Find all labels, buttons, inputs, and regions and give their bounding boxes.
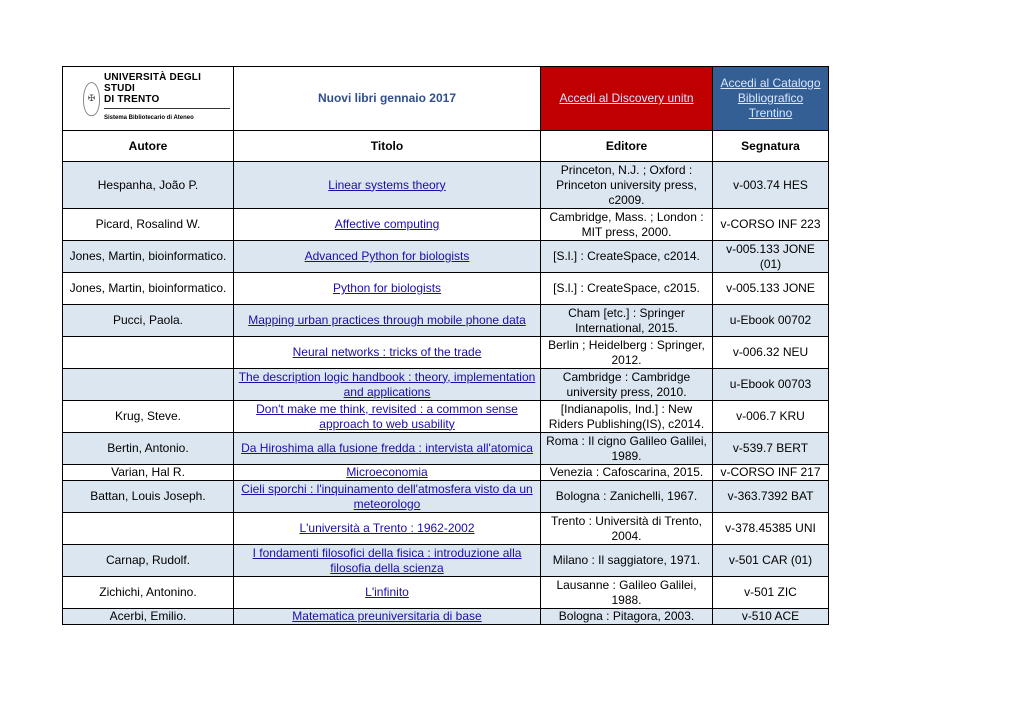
column-header-segnatura: Segnatura <box>713 131 829 162</box>
cell-titolo <box>234 545 541 577</box>
table-row <box>63 465 829 481</box>
book-title-link[interactable]: Neural networks : tricks of the trade <box>292 345 482 359</box>
cell-editore: Cham [etc.] : Springer International, 2015. <box>541 305 713 337</box>
cell-segnatura: v-501 ZIC <box>713 577 829 609</box>
cell-autore: Zichichi, Antonino. <box>63 577 234 609</box>
cell-segnatura: v-539.7 BERT <box>713 433 829 465</box>
cell-autore <box>63 369 234 401</box>
book-title-link[interactable]: Mapping urban practices through mobile phone data <box>248 313 526 327</box>
cell-segnatura: v-003.74 HES <box>713 162 829 209</box>
cell-editore: Bologna : Pitagora, 2003. <box>541 609 713 625</box>
book-title-link[interactable]: Affective computing <box>334 217 440 231</box>
header-row <box>63 67 829 131</box>
cell-autore: Varian, Hal R. <box>63 465 234 481</box>
cell-autore: Battan, Louis Joseph. <box>63 481 234 513</box>
column-header-autore: Autore <box>63 131 234 162</box>
cell-segnatura: u-Ebook 00703 <box>713 369 829 401</box>
cell-autore: Acerbi, Emilio. <box>63 609 234 625</box>
cell-titolo <box>234 369 541 401</box>
cell-editore: Cambridge, Mass. ; London : MIT press, 2000. <box>541 209 713 241</box>
cell-titolo <box>234 609 541 625</box>
cell-segnatura: v-006.32 NEU <box>713 337 829 369</box>
logo-line-2: DI TRENTO <box>104 93 160 105</box>
cell-autore <box>63 513 234 545</box>
table-row <box>63 369 829 401</box>
table-body <box>63 162 829 625</box>
university-seal-icon: ✠ <box>83 82 100 116</box>
logo-divider <box>104 108 230 109</box>
cell-editore: Roma : Il cigno Galileo Galilei, 1989. <box>541 433 713 465</box>
cell-titolo <box>234 305 541 337</box>
cell-titolo <box>234 209 541 241</box>
university-logo <box>83 72 230 126</box>
cell-autore: Krug, Steve. <box>63 401 234 433</box>
cell-segnatura: v-005.133 JONE (01) <box>713 241 829 273</box>
logo-subtitle: Sistema Bibliotecario di Ateneo <box>104 114 194 121</box>
cell-editore: Princeton, N.J. ; Oxford : Princeton university press, c2009. <box>541 162 713 209</box>
book-title-link[interactable]: Python for biologists <box>332 281 442 295</box>
page-title: Nuovi libri gennaio 2017 <box>234 67 541 131</box>
cell-autore <box>63 337 234 369</box>
table-row <box>63 577 829 609</box>
cell-autore: Jones, Martin, bioinformatico. <box>63 241 234 273</box>
logo-cell <box>63 67 234 131</box>
books-table <box>62 66 829 625</box>
table-row <box>63 401 829 433</box>
book-title-link[interactable]: L'infinito <box>365 585 409 599</box>
book-title-link[interactable]: Da Hiroshima alla fusione fredda : intervista all'atomica <box>241 441 533 455</box>
catalog-cell <box>713 67 829 131</box>
cell-editore: [Indianapolis, Ind.] : New Riders Publishing(IS), c2014. <box>541 401 713 433</box>
cell-autore: Picard, Rosalind W. <box>63 209 234 241</box>
cell-titolo <box>234 162 541 209</box>
cell-segnatura: u-Ebook 00702 <box>713 305 829 337</box>
cell-editore: [S.l.] : CreateSpace, c2015. <box>541 273 713 305</box>
cell-titolo <box>234 513 541 545</box>
cell-titolo <box>234 433 541 465</box>
book-title-link[interactable]: Linear systems theory <box>328 177 446 192</box>
cell-segnatura: v-510 ACE <box>713 609 829 625</box>
cell-titolo <box>234 241 541 273</box>
table-row <box>63 513 829 545</box>
cell-segnatura: v-005.133 JONE <box>713 273 829 305</box>
column-header-editore: Editore <box>541 131 713 162</box>
book-title-link[interactable]: The description logic handbook : theory, implementation and applications <box>238 369 536 399</box>
cell-titolo <box>234 577 541 609</box>
table-row <box>63 162 829 209</box>
cell-segnatura: v-CORSO INF 217 <box>713 465 829 481</box>
cell-titolo <box>234 337 541 369</box>
cell-editore: Venezia : Cafoscarina, 2015. <box>541 465 713 481</box>
cell-editore: Lausanne : Galileo Galilei, 1988. <box>541 577 713 609</box>
cell-editore: Milano : Il saggiatore, 1971. <box>541 545 713 577</box>
cell-editore: Berlin ; Heidelberg : Springer, 2012. <box>541 337 713 369</box>
book-title-link[interactable]: I fondamenti filosofici della fisica : introduzione alla filosofia della scienza <box>252 545 522 575</box>
table-row <box>63 273 829 305</box>
discovery-cell <box>541 67 713 131</box>
discovery-link[interactable]: Accedi al Discovery unitn <box>559 91 694 105</box>
cell-segnatura: v-363.7392 BAT <box>713 481 829 513</box>
cell-editore: Cambridge : Cambridge university press, 2010. <box>541 369 713 401</box>
cell-editore: [S.l.] : CreateSpace, c2014. <box>541 241 713 273</box>
column-header-row <box>63 131 829 162</box>
book-title-link[interactable]: Matematica preuniversitaria di base <box>292 609 482 623</box>
table-row <box>63 609 829 625</box>
table-row <box>63 241 829 273</box>
table-row <box>63 433 829 465</box>
cell-segnatura: v-006.7 KRU <box>713 401 829 433</box>
cell-segnatura: v-378.45385 UNI <box>713 513 829 545</box>
cell-segnatura: v-CORSO INF 223 <box>713 209 829 241</box>
column-header-titolo: Titolo <box>234 131 541 162</box>
cell-autore: Carnap, Rudolf. <box>63 545 234 577</box>
cell-autore: Hespanha, João P. <box>63 162 234 209</box>
cell-titolo <box>234 273 541 305</box>
cell-titolo <box>234 465 541 481</box>
cell-autore: Pucci, Paola. <box>63 305 234 337</box>
table-row <box>63 545 829 577</box>
logo-line-1: UNIVERSITÀ DEGLI STUDI <box>104 71 202 94</box>
cell-editore: Trento : Università di Trento, 2004. <box>541 513 713 545</box>
cell-segnatura: v-501 CAR (01) <box>713 545 829 577</box>
table-row <box>63 481 829 513</box>
book-title-link[interactable]: Don't make me think, revisited : a common sense approach to web usability <box>256 401 518 431</box>
table-row <box>63 209 829 241</box>
catalog-link[interactable]: Accedi al Catalogo Bibliografico Trentino <box>720 76 821 120</box>
cell-titolo <box>234 401 541 433</box>
book-title-link[interactable]: Advanced Python for biologists <box>304 249 470 263</box>
cell-autore: Bertin, Antonio. <box>63 433 234 465</box>
table-row <box>63 337 829 369</box>
cell-editore: Bologna : Zanichelli, 1967. <box>541 481 713 513</box>
book-title-link[interactable]: Cieli sporchi : l'inquinamento dell'atmosfera visto da un meteorologo <box>241 481 533 511</box>
cell-autore: Jones, Martin, bioinformatico. <box>63 273 234 305</box>
cell-titolo <box>234 481 541 513</box>
book-title-link[interactable]: L'università a Trento : 1962-2002 <box>299 521 475 535</box>
table-row <box>63 305 829 337</box>
book-title-link[interactable]: Microeconomia <box>346 465 428 479</box>
